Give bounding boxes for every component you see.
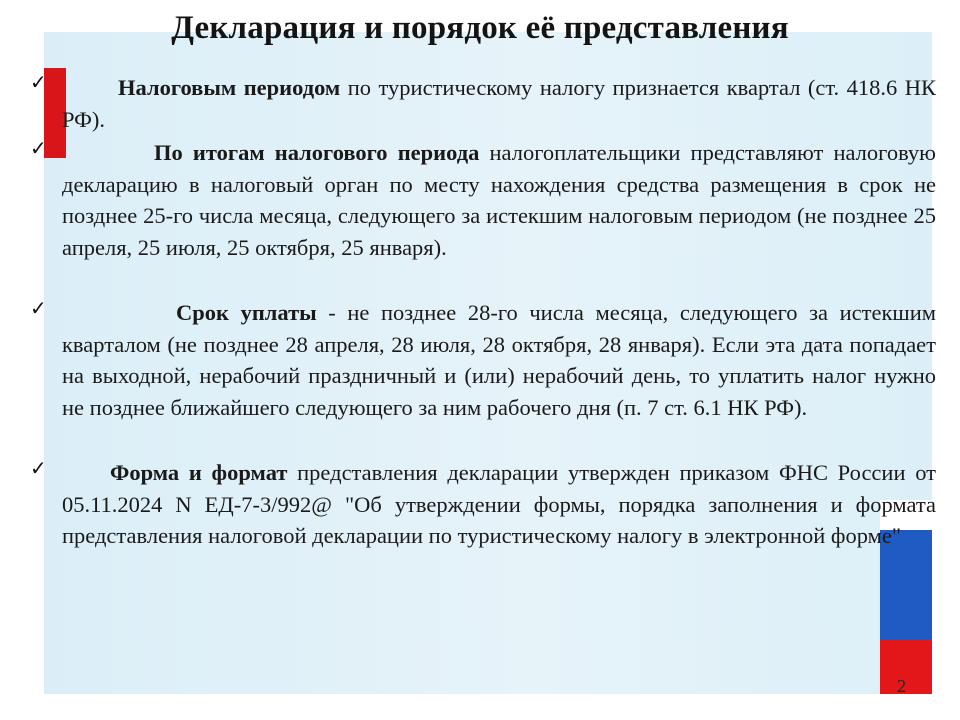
bullet-item-3-text: - не позднее 28-го числа месяца, следующего за истекшим кварталом (не позднее 28 апреля, 28 июля, 28 октября, 28 января). Если эта дата попадает на выходной, нерабочий праздничный и (или) нерабочий день, то уплатить налог нужно не позднее ближайшего следующего за ним рабочего дня (п. 7 ст. 6.1 НК РФ). — [62, 300, 936, 420]
bullet-item-4-bold: Форма и формат — [110, 460, 288, 485]
bullet-item-3 — [62, 297, 936, 423]
slide-title: Декларация и порядок её представления — [171, 10, 789, 46]
checkmark-icon: ✓ — [30, 296, 47, 320]
bullet-item-4-text: представления декларации утвержден приказом ФНС России от 05.11.2024 N ЕД-7-3/992@ "Об утверждении формы, порядка заполнения и формата представления налоговой декларации по туристическому налогу в электронной форме" — [62, 460, 936, 548]
flag-red-stripe — [880, 640, 932, 694]
checkmark-icon: ✓ — [30, 456, 47, 480]
bullet-item-2-bold: По итогам налогового периода — [154, 140, 480, 165]
page-number: 2 — [897, 676, 906, 696]
bullet-item-4 — [62, 457, 936, 552]
bullet-item-1-bold: Налоговым периодом — [118, 75, 341, 100]
checkmark-icon: ✓ — [30, 136, 47, 160]
bullet-item-3-bold: Срок уплаты — [176, 300, 317, 325]
bullet-item-2-text: налогоплательщики представляют налоговую декларацию в налоговый орган по месту нахождения средства размещения в срок не позднее 25-го числа месяца, следующего за истекшим налоговым периодом (не позднее 25 апреля, 25 июля, 25 октября, 25 января). — [62, 140, 936, 260]
bullet-item-1 — [62, 72, 936, 135]
bullet-item-1-text: по туристическому налогу признается квартал (ст. 418.6 НК РФ). — [62, 75, 936, 132]
bullet-item-2 — [62, 137, 936, 263]
checkmark-icon: ✓ — [30, 70, 47, 94]
